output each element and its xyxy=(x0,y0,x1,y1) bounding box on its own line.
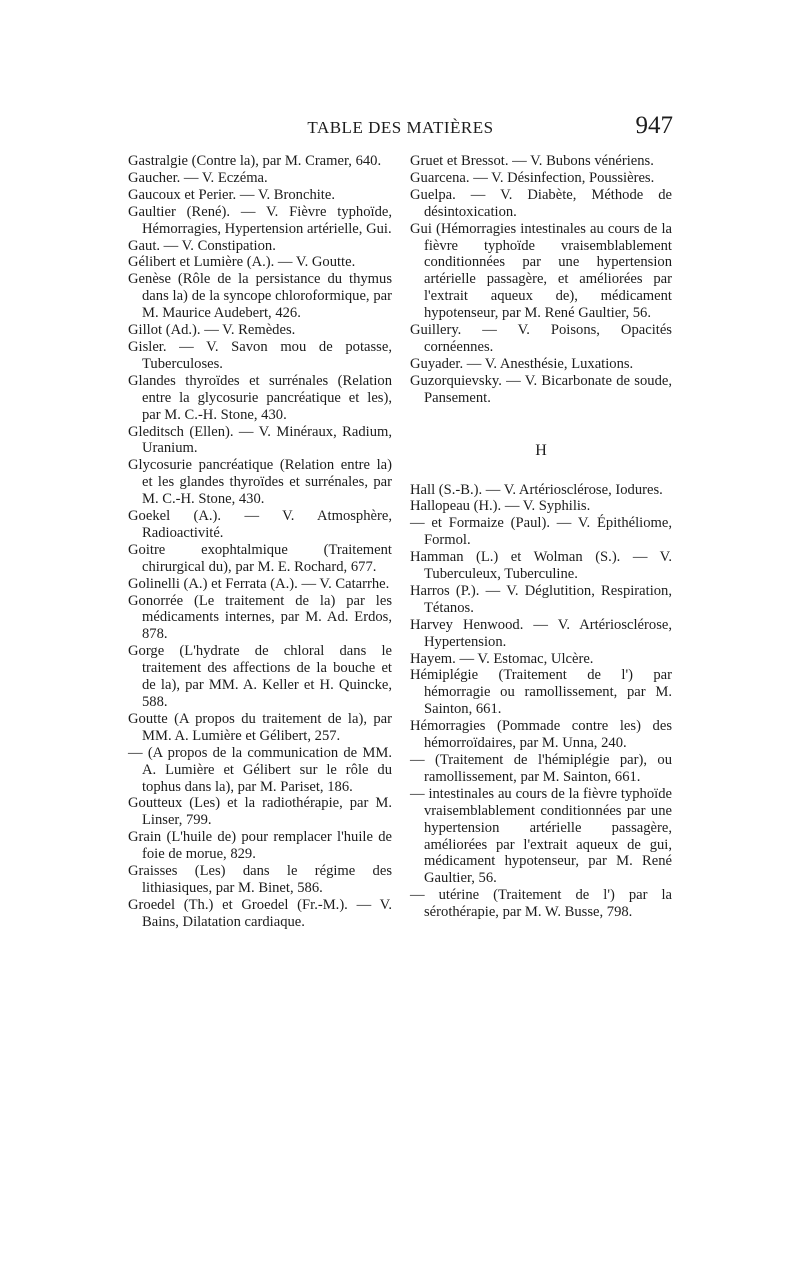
index-entry: Gaultier (René). — V. Fièvre typhoïde, Hémorragies, Hypertension artérielle, Gui. xyxy=(128,203,392,237)
index-entry: Goitre exophtalmique (Traitement chirurgical du), par M. E. Rochard, 677. xyxy=(128,541,392,575)
index-entry: Guelpa. — V. Diabète, Méthode de désintoxication. xyxy=(410,186,672,220)
index-entry: Gorge (L'hydrate de chloral dans le traitement des affections de la bouche et de la), par MM. A. Keller et H. Quincke, 588. xyxy=(128,643,392,710)
index-entry: Hémorragies (Pommade contre les) des hémorroïdaires, par M. Unna, 240. xyxy=(410,718,672,752)
index-entry: Glandes thyroïdes et surrénales (Relation entre la glycosurie pancréatique et les), par M. C.-H. Stone, 430. xyxy=(128,372,392,423)
running-title: TABLE DES MATIÈRES xyxy=(307,118,494,137)
index-entry: — et Formaize (Paul). — V. Épithéliome, Formol. xyxy=(410,515,672,549)
index-entry: Goekel (A.). — V. Atmosphère, Radioactivité. xyxy=(128,508,392,541)
index-entry: Gonorrée (Le traitement de la) par les médicaments internes, par M. Ad. Erdos, 878. xyxy=(128,592,392,643)
index-entry: Gleditsch (Ellen). — V. Minéraux, Radium, Uranium. xyxy=(128,423,392,457)
section-heading-letter: H xyxy=(535,441,547,459)
index-entry: Glycosurie pancréatique (Relation entre la) et les glandes thyroïdes et surrénales, par M. C.-H. Stone, 430. xyxy=(128,457,392,508)
index-entry: Hallopeau (H.). — V. Syphilis. xyxy=(410,498,591,515)
index-entry: Goutteux (Les) et la radiothérapie, par M. Linser, 799. xyxy=(128,795,392,829)
index-entry: Hall (S.-B.). — V. Artériosclérose, Iodures. xyxy=(410,481,663,498)
index-entry: Gui (Hémorragies intestinales au cours de la fièvre typhoïde vraisemblablement conditionnées par une hypertension artérielle passagère, et améliorées par l'extrait aqueux de), médicament hypotenseur, par M. René Gaultier, 56. xyxy=(410,220,672,322)
page-number: 947 xyxy=(635,112,673,139)
index-entry: Golinelli (A.) et Ferrata (A.). — V. Catarrhe. xyxy=(128,575,390,592)
index-entry: — intestinales au cours de la fièvre typhoïde vraisemblablement conditionnées par une hypertension artérielle passagère, améliorées par l'extrait aqueux de gui, médicament hypotenseur, par M. René Gaultier, 56. xyxy=(410,785,672,887)
index-entry: Gélibert et Lumière (A.). — V. Goutte. xyxy=(128,254,356,271)
index-entry: Guillery. — V. Poisons, Opacités cornéennes. xyxy=(410,322,672,355)
index-entry: Hamman (L.) et Wolman (S.). — V. Tuberculeux, Tuberculine. xyxy=(410,549,672,583)
index-entry: Gruet et Bressot. — V. Bubons vénériens. xyxy=(410,153,654,169)
left-column xyxy=(128,153,392,931)
index-entry: Genèse (Rôle de la persistance du thymus dans la) de la syncope chloroformique, par M. Maurice Audebert, 426. xyxy=(128,271,392,322)
index-entry: Gastralgie (Contre la), par M. Cramer, 640. xyxy=(128,153,382,169)
index-entry: Hayem. — V. Estomac, Ulcère. xyxy=(410,650,594,667)
index-entry: Grain (L'huile de) pour remplacer l'huile de foie de morue, 829. xyxy=(128,829,392,863)
index-entry: Guzorquievsky. — V. Bicarbonate de soude, Pansement. xyxy=(410,372,672,406)
page-header xyxy=(128,112,673,142)
index-entry: Groedel (Th.) et Groedel (Fr.-M.). — V. Bains, Dilatation cardiaque. xyxy=(128,896,392,930)
index-entry: Gillot (Ad.). — V. Remèdes. xyxy=(128,322,296,339)
index-entry: Guyader. — V. Anesthésie, Luxations. xyxy=(410,355,634,372)
index-entry: Goutte (A propos du traitement de la), par MM. A. Lumière et Gélibert, 257. xyxy=(128,710,392,744)
index-entry: Harvey Henwood. — V. Artériosclérose, Hypertension. xyxy=(410,616,672,650)
index-entry: Gaut. — V. Constipation. xyxy=(128,237,276,254)
index-entry: Guarcena. — V. Désinfection, Poussières. xyxy=(410,169,655,186)
index-entry: Gisler. — V. Savon mou de potasse, Tuberculoses. xyxy=(128,338,392,372)
index-entry: Harros (P.). — V. Déglutition, Respiration, Tétanos. xyxy=(410,582,672,616)
index-entry: Hémiplégie (Traitement de l') par hémorragie ou ramollissement, par M. Sainton, 661. xyxy=(410,667,672,718)
index-entry: Gaucoux et Perier. — V. Bronchite. xyxy=(128,186,335,203)
index-entry: — (Traitement de l'hémiplégie par), ou ramollissement, par M. Sainton, 661. xyxy=(410,752,672,785)
index-entry: Gaucher. — V. Eczéma. xyxy=(128,169,268,186)
index-entry: Graisses (Les) dans le régime des lithiasiques, par M. Binet, 586. xyxy=(128,863,392,896)
index-entry: — (A propos de la communication de MM. A. Lumière et Gélibert sur le rôle du tophus dans la), par M. Pariset, 186. xyxy=(128,744,392,795)
right-column xyxy=(410,153,672,921)
index-entry: — utérine (Traitement de l') par la sérothérapie, par M. W. Busse, 798. xyxy=(410,887,672,921)
